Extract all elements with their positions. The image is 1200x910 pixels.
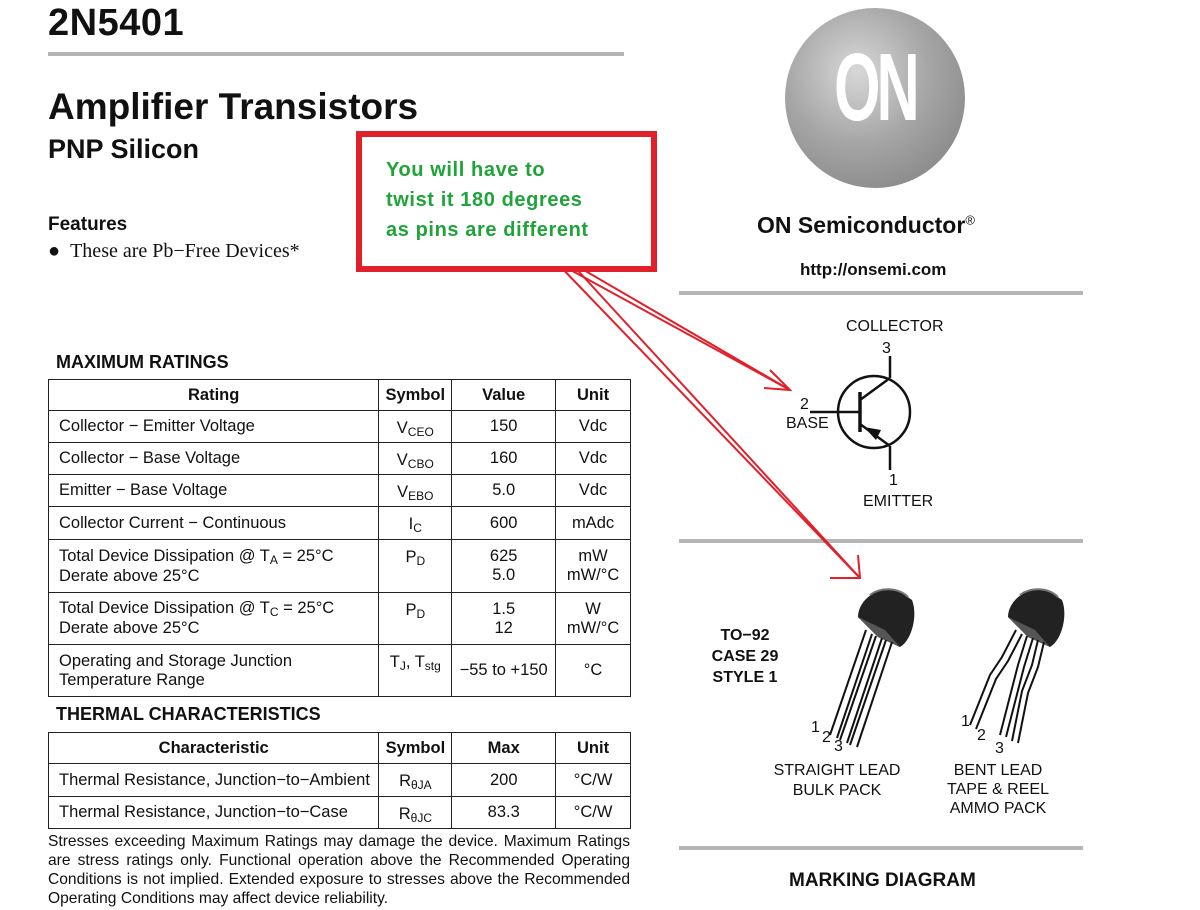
column-header: Max	[452, 733, 556, 764]
straight-pin-2: 2	[822, 729, 831, 746]
base-label: BASE	[786, 415, 829, 432]
rating-line: Thermal Resistance, Junction−to−Ambient	[59, 770, 370, 789]
part-number: 2N5401	[48, 2, 185, 44]
registered-mark: ®	[965, 212, 975, 228]
unit-line: Vdc	[578, 449, 608, 467]
column-header: Rating	[49, 380, 379, 411]
column-header: Symbol	[379, 733, 452, 764]
bent-label-line: AMMO PACK	[949, 800, 1047, 817]
rating-line: Total Device Dissipation @ $T_A = 25^\circ C$	[59, 546, 334, 567]
symbol-cell: $I_C$	[379, 507, 452, 540]
collector-pin: 3	[882, 340, 891, 357]
stress-note: Stresses exceeding Maximum Ratings may damage the device. Maximum Ratings are stress ratings only. Functional operation above the Recommended Operating Conditions is not implied. Extended exposure to stresses above the Recommended Operating Conditions may affect device reliability.	[48, 833, 630, 907]
bent-pin-1: 1	[961, 713, 970, 730]
symbol-cell: $P_D$	[379, 540, 452, 593]
unit-line: mW	[578, 547, 608, 565]
emitter-pin: 1	[889, 472, 898, 489]
case-line: CASE 29	[711, 648, 779, 665]
emitter-label: EMITTER	[863, 493, 934, 510]
brand-url: http://onsemi.com	[800, 260, 947, 279]
symbol-cell: $T_J$, $T_{stg}$	[379, 645, 452, 697]
rating-line: Emitter − Base Voltage	[59, 481, 228, 499]
brand-name-text: ON Semiconductor	[757, 212, 966, 238]
column-header: Characteristic	[49, 733, 379, 764]
column-header: Unit	[556, 733, 631, 764]
rating-line: Collector − Emitter Voltage	[59, 417, 255, 435]
callout-line: twist it 180 degrees	[386, 189, 583, 211]
straight-label-line: STRAIGHT LEAD	[773, 762, 901, 779]
symbol-cell: $V_{CBO}$	[379, 443, 452, 475]
bent-label-line: BENT LEAD	[953, 762, 1043, 779]
value-line: 160	[489, 449, 518, 467]
value-line: 150	[489, 417, 518, 435]
bullet-icon: ●	[48, 240, 61, 262]
case-line: STYLE 1	[712, 669, 778, 686]
column-header: Symbol	[379, 380, 452, 411]
collector-label: COLLECTOR	[846, 318, 944, 335]
unit-line: mW/°C	[566, 566, 620, 584]
unit-line: Vdc	[578, 481, 608, 499]
rating-line: Collector − Base Voltage	[59, 449, 241, 467]
value-line: 625	[489, 547, 518, 565]
straight-pin-3: 3	[834, 738, 843, 755]
unit-line: °C/W	[573, 803, 613, 821]
document-title: Amplifier Transistors	[48, 86, 419, 127]
annotation-callout	[356, 131, 657, 272]
symbol-cell: $V_{CEO}$	[379, 411, 452, 443]
callout-line: You will have to	[386, 159, 546, 181]
symbol-cell: $V_{EBO}$	[379, 475, 452, 507]
unit-line: mW/°C	[566, 618, 620, 637]
symbol-cell: $R_{\theta JC}$	[379, 797, 452, 829]
base-pin: 2	[800, 396, 809, 413]
rating-line: Derate above 25°C	[59, 619, 200, 637]
column-header: Value	[452, 380, 556, 411]
thermal-heading: THERMAL CHARACTERISTICS	[56, 704, 321, 724]
value-line: 200	[489, 770, 518, 789]
rating-line: Operating and Storage Junction	[59, 651, 292, 670]
feature-text: These are Pb−Free Devices*	[70, 240, 300, 262]
bent-label-line: TAPE & REEL	[947, 781, 1049, 798]
unit-line: Vdc	[578, 417, 608, 435]
rating-line: Total Device Dissipation @ $T_C = 25^\circ C$	[59, 599, 335, 619]
unit-line: °C/W	[573, 770, 613, 789]
straight-pin-1: 1	[811, 719, 820, 736]
value-line: 5.0	[492, 481, 516, 499]
value-line: 12	[494, 618, 513, 637]
unit-line: W	[585, 599, 601, 618]
bent-pin-3: 3	[995, 740, 1004, 757]
case-line: TO−92	[720, 627, 770, 644]
document-subtitle: PNP Silicon	[48, 134, 200, 164]
callout-line: as pins are different	[386, 219, 589, 241]
unit-line: mAdc	[571, 513, 615, 532]
value-line: 600	[489, 513, 518, 532]
value-line: 5.0	[492, 566, 516, 584]
rating-line: Derate above 25°C	[59, 566, 200, 585]
logo-text: ON	[834, 34, 916, 141]
column-header: Unit	[556, 380, 631, 411]
bent-pin-2: 2	[977, 727, 986, 744]
max-ratings-heading: MAXIMUM RATINGS	[56, 352, 229, 372]
value-line: 83.3	[487, 803, 520, 821]
features-heading: Features	[48, 214, 128, 235]
value-line: −55 to +150	[459, 661, 548, 679]
symbol-cell: $R_{\theta JA}$	[379, 764, 452, 797]
straight-label-line: BULK PACK	[792, 782, 882, 799]
rating-line: Thermal Resistance, Junction−to−Case	[59, 803, 348, 821]
marking-diagram-heading: MARKING DIAGRAM	[789, 870, 976, 891]
value-line: 1.5	[492, 599, 516, 618]
rating-line: Collector Current − Continuous	[59, 513, 286, 532]
rating-line: Temperature Range	[59, 670, 205, 689]
symbol-cell: $P_D$	[379, 593, 452, 645]
unit-line: °C	[583, 661, 603, 679]
